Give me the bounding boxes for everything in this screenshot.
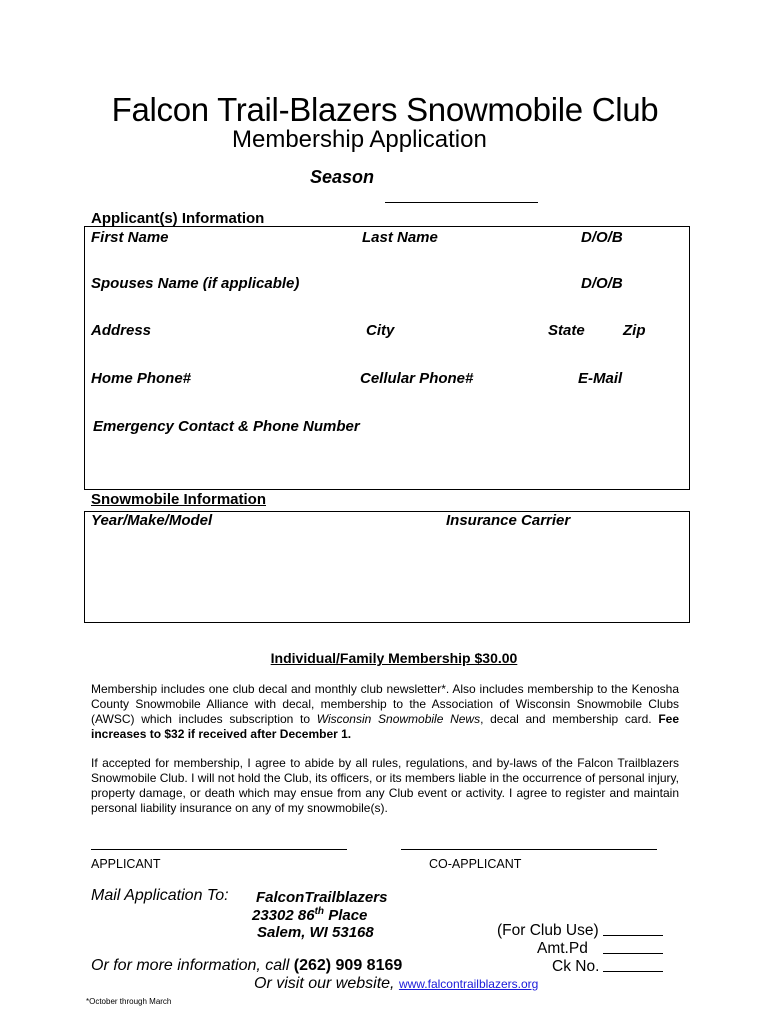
emergency-contact-label: Emergency Contact & Phone Number [93,418,360,435]
amount-paid-line[interactable] [603,953,663,954]
street-name: Place [328,907,368,924]
club-phone: (262) 909 8169 [293,957,403,974]
zip-label: Zip [623,322,646,339]
website-text: Or visit our website, [254,975,395,992]
footnote: *October through March [86,997,172,1006]
club-use-label: (For Club Use) [497,922,599,939]
dob-label: D/O/B [581,229,623,246]
last-name-label: Last Name [362,229,438,246]
cell-phone-label: Cellular Phone# [360,370,474,387]
applicant-info-box [84,226,690,490]
applicant-section-title: Applicant(s) Information [91,210,265,227]
membership-text-end: , decal and membership card. [480,712,652,726]
check-number-line[interactable] [603,971,663,972]
applicant-signature-line[interactable] [91,849,347,850]
page-subtitle: Membership Application [232,126,487,153]
co-applicant-label: CO-APPLICANT [429,857,522,871]
season-field-line[interactable] [385,202,538,203]
liability-agreement: If accepted for membership, I agree to abide by all rules, regulations, and by-laws of the Falcon Trailblazers Snowmobile Club. I will not hold the Club, its officers, or its members liable in the occurrence of personal injury, property damage, or death which may ensue from any Club event or activity. I agree to register and maintain personal liability insurance on any of my snowmobile(s). [91,756,679,815]
membership-description [91,682,679,742]
year-make-model-label: Year/Make/Model [91,512,213,529]
co-applicant-signature-line[interactable] [401,849,657,850]
street-number: 23302 86 [252,907,315,924]
page-title: Falcon Trail-Blazers Snowmobile Club [111,91,659,128]
season-label: Season [310,167,375,187]
club-mailing-name: FalconTrailblazers [256,889,388,906]
street-ordinal: th [314,906,325,917]
city-state-zip: Salem, WI 53168 [257,924,374,941]
email-label: E-Mail [578,370,623,387]
spouse-dob-label: D/O/B [581,275,623,292]
mail-to-label: Mail Application To: [91,887,229,904]
city-label: City [366,322,395,339]
check-number-label: Ck No. [552,958,600,975]
home-phone-label: Home Phone# [91,370,192,387]
amount-paid-label: Amt.Pd [537,940,588,957]
website-line [254,975,538,993]
state-label: State [548,322,585,339]
membership-text: Membership includes one club decal and monthly club newsletter*. Also includes membership to the Kenosha County Snowmobile Alliance with decal, membership to the Association of Wisconsin Snowmobile Clubs (AWSC) which includes subscription to [91,682,679,726]
membership-heading: Individual/Family Membership $30.00 [270,650,518,666]
fee-increase-note: Fee increases to $32 if received after December 1. [91,712,679,741]
more-info-text: Or for more information, call [91,957,290,974]
newsletter-title: Wisconsin Snowmobile News [316,712,481,726]
applicant-label: APPLICANT [91,857,161,871]
snowmobile-section-title: Snowmobile Information [91,491,266,508]
club-use-line[interactable] [603,935,663,936]
insurance-carrier-label: Insurance Carrier [446,512,571,529]
address-label: Address [91,322,152,339]
spouse-name-label: Spouses Name (if applicable) [91,275,300,292]
first-name-label: First Name [91,229,169,246]
street-address [252,906,367,924]
website-link[interactable]: www.falcontrailblazers.org [398,977,539,991]
more-info-line [91,957,402,975]
